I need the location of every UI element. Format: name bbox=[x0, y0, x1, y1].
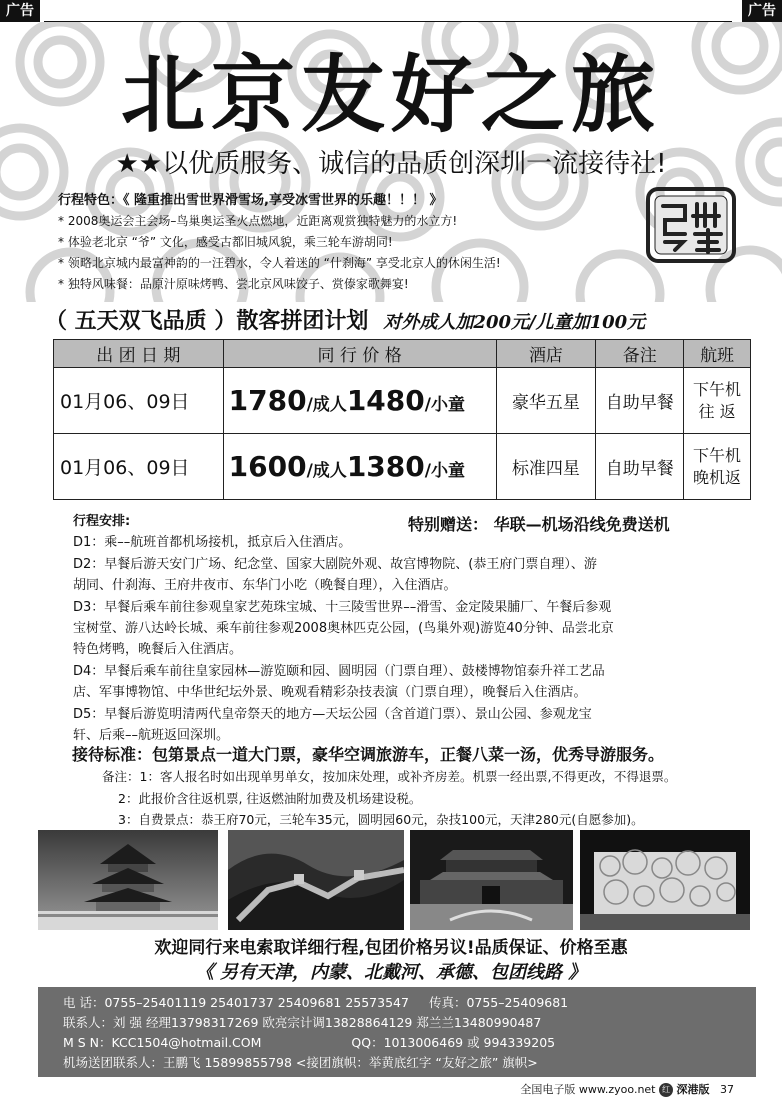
footer-site: 全国电子版 www.zyoo.net bbox=[520, 1083, 656, 1096]
reception-standard: 接待标准：包第景点一道大门票，豪华空调旅游车，正餐八菜一汤，优秀导游服务。 bbox=[72, 745, 665, 764]
row-note: 自助早餐 bbox=[596, 368, 684, 434]
itinerary-line: 宝树堂、游八达岭长城、乘车前往参观2008奥林匹克公园，(鸟巢外观)游览40分钟、品尝北京 bbox=[73, 621, 614, 637]
header-hotel: 酒店 bbox=[496, 340, 596, 368]
feature-item: * 领略北京城内最富神韵的一汪碧水，令人着迷的 “什刹海” 享受北京人的休闲生活! bbox=[58, 256, 501, 270]
flight-line-1: 下午机 bbox=[693, 445, 742, 465]
ad-label-left: 广告 bbox=[0, 0, 40, 22]
adult-label: /成人 bbox=[306, 395, 347, 415]
adult-label: /成人 bbox=[306, 461, 347, 481]
row-date: 01月06、09日 bbox=[54, 434, 224, 500]
tour-features bbox=[58, 190, 648, 295]
child-price: 1480 bbox=[346, 384, 425, 417]
itinerary-line: D4：早餐后乘车前往皇家园林—游览颐和园、圆明园（门票自理）、鼓楼博物馆泰升祥工艺品 bbox=[73, 663, 605, 679]
itinerary-line: D1：乘––航班首都机场接机，抵京后入住酒店。 bbox=[73, 535, 352, 551]
footer-edition: 深港版 bbox=[676, 1083, 710, 1096]
itinerary-line: D5：早餐后游览明清两代皇帝祭天的地方—天坛公园（含首道门票）、景山公园、参观龙宝 bbox=[73, 706, 592, 722]
welcome-message: 欢迎同行来电索取详细行程,包团价格另议!品质保证、价格至惠 bbox=[154, 938, 628, 958]
features-title-highlight: 《 隆重推出雪世界滑雪场,享受冰雪世界的乐趣！！！ 》 bbox=[123, 193, 443, 208]
contact-row-phone bbox=[63, 993, 756, 1013]
row-price bbox=[223, 434, 496, 500]
contact-person: 联系人：刘 强 经理13798317269 欧亮宗计调13828864129 郑兰兰13480990487 bbox=[63, 1015, 542, 1030]
remark-line: 2：此报价含往返机票, 往返燃油附加费及机场建设税。 bbox=[118, 790, 422, 806]
features-title-prefix: 行程特色： bbox=[58, 193, 124, 208]
feature-item: * 独特风味餐：品原汁原味烤鸭、尝北京风味饺子、赏傣家歌舞宴! bbox=[58, 277, 409, 291]
great-wall-photo bbox=[228, 830, 404, 930]
itinerary-line: 胡同、什刹海、王府井夜市、东华门小吃（晚餐自理），入住酒店。 bbox=[73, 578, 457, 594]
itinerary-line: 特色烤鸭，晚餐后入住酒店。 bbox=[73, 642, 243, 658]
header-date: 出 团 日 期 bbox=[54, 340, 224, 368]
itinerary bbox=[73, 511, 753, 746]
contact-fax: 传真：0755–25409681 bbox=[428, 995, 569, 1010]
remark-line: 备注：1：客人报名时如出现单男单女，按加床处理，或补齐房差。机票一经出票,不得更改，不得退票。 bbox=[102, 769, 677, 784]
feature-item: * 体验老北京 “爷” 文化，感受古都旧城风貌，乘三轮车游胡同! bbox=[58, 235, 393, 249]
page-title: 北京友好之旅 bbox=[120, 45, 661, 144]
other-routes: 《 另有天津，内蒙、北戴河、承德、包团线路 》 bbox=[195, 962, 587, 983]
itinerary-line: 轩、后乘––航班返回深圳。 bbox=[73, 728, 230, 744]
child-label: /小童 bbox=[424, 395, 465, 415]
plan-surcharge: 对外成人加200元/儿童加100元 bbox=[383, 312, 646, 333]
adult-price: 1780 bbox=[228, 384, 307, 417]
table-row bbox=[54, 434, 751, 500]
slogan: ★★以优质服务、诚信的品质创深圳一流接待社! bbox=[115, 149, 667, 179]
child-price: 1380 bbox=[346, 450, 425, 483]
adult-price: 1600 bbox=[228, 450, 307, 483]
row-note: 自助早餐 bbox=[596, 434, 684, 500]
feature-item: * 2008奥运会主会场–鸟巢奥运圣火点燃地，近距离观赏独特魅力的水立方! bbox=[58, 214, 458, 228]
plan-main-title: （ 五天双飞品质 ）散客拼团计划 bbox=[45, 309, 369, 334]
row-date: 01月06、09日 bbox=[54, 368, 224, 434]
row-flight bbox=[684, 368, 751, 434]
flight-line-2: 往 返 bbox=[698, 401, 736, 421]
flight-line-2: 晚机返 bbox=[693, 467, 742, 487]
beijing-seal-stamp-icon bbox=[645, 186, 737, 264]
footer bbox=[520, 1081, 734, 1099]
table-header-row bbox=[54, 340, 751, 368]
water-cube-photo bbox=[580, 830, 750, 930]
contact-phone: 电 话：0755–25401119 25401737 25409681 25573547 bbox=[63, 995, 409, 1010]
plan-title bbox=[45, 304, 765, 335]
special-gift: 特别赠送： 华联—机场沿线免费送机 bbox=[408, 515, 670, 534]
footer-logo-icon: 红 bbox=[659, 1083, 673, 1097]
row-hotel: 标准四星 bbox=[496, 434, 596, 500]
child-label: /小童 bbox=[424, 461, 465, 481]
row-flight bbox=[684, 434, 751, 500]
page-number: 37 bbox=[720, 1083, 734, 1096]
remark-line: 3：自费景点：恭王府70元，三轮车35元，圆明园60元，杂技100元，天津280元(自愿参加)。 bbox=[118, 812, 644, 827]
header-price: 同 行 价 格 bbox=[223, 340, 496, 368]
itinerary-line: 店、军事博物馆、中华世纪坛外景、晚观看精彩杂技表演（门票自理），晚餐后入住酒店。 bbox=[73, 685, 587, 701]
temple-of-heaven-photo bbox=[38, 830, 218, 930]
row-hotel: 豪华五星 bbox=[496, 368, 596, 434]
header-note: 备注 bbox=[596, 340, 684, 368]
contact-airport: 机场送团联系人：王鹏飞 15899855798 <接团旗帜：举黄底红字 “友好之旅” 旗帜> bbox=[63, 1055, 538, 1070]
contact-qq: QQ：1013006469 或 994339205 bbox=[351, 1035, 556, 1050]
ad-label-right: 广告 bbox=[742, 0, 782, 22]
features-title bbox=[58, 190, 648, 211]
itinerary-title: 行程安排: bbox=[73, 514, 131, 529]
contact-row-msn bbox=[63, 1033, 756, 1053]
header-flight: 航班 bbox=[684, 340, 751, 368]
tiananmen-photo bbox=[410, 830, 573, 930]
remarks bbox=[102, 766, 752, 831]
itinerary-line: D3：早餐后乘车前往参观皇家艺苑珠宝城、十三陵雪世界––滑雪、金定陵果脯厂、午餐后参观 bbox=[73, 599, 612, 615]
flight-line-1: 下午机 bbox=[693, 379, 742, 399]
table-row bbox=[54, 368, 751, 434]
contact-box bbox=[38, 987, 756, 1077]
row-price bbox=[223, 368, 496, 434]
contact-msn: M S N：KCC1504@hotmail.COM bbox=[63, 1035, 262, 1050]
price-table bbox=[53, 339, 751, 500]
itinerary-line: D2：早餐后游天安门广场、纪念堂、国家大剧院外观、故宫博物院、(恭王府门票自理）、游 bbox=[73, 556, 597, 572]
